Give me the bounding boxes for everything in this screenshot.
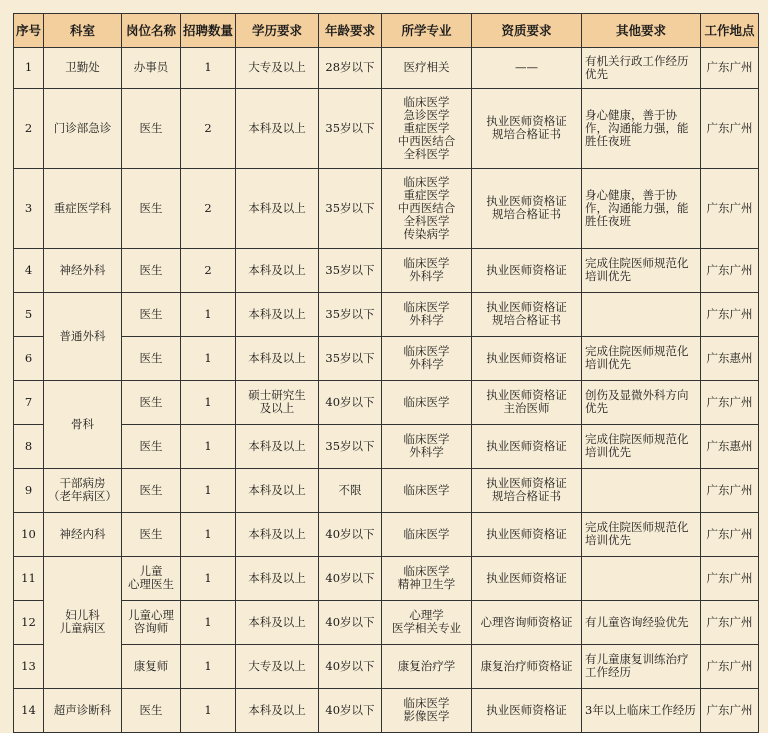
cell-dept: 重症医学科: [44, 168, 122, 248]
table-row: [14, 688, 759, 732]
cell-age: 35岁以下: [319, 424, 382, 468]
cell-location: 广东广州: [701, 688, 759, 732]
header-cell-other: 其他要求: [582, 14, 701, 48]
cell-post: 医生: [122, 248, 181, 292]
cell-edu: 本科及以上: [236, 600, 319, 644]
cell-major: 临床医学: [382, 468, 472, 512]
cell-qual: ——: [472, 48, 582, 89]
cell-major: 临床医学: [382, 512, 472, 556]
cell-age: 不限: [319, 468, 382, 512]
cell-edu: 本科及以上: [236, 336, 319, 380]
cell-no: 2: [14, 88, 44, 168]
cell-post: 医生: [122, 424, 181, 468]
cell-no: 11: [14, 556, 44, 600]
cell-post: 医生: [122, 512, 181, 556]
cell-other: 身心健康，善于协 作，沟通能力强，能 胜任夜班: [582, 168, 701, 248]
cell-major: 临床医学 急诊医学 重症医学 中西医结合 全科医学: [382, 88, 472, 168]
cell-dept: 普通外科: [44, 292, 122, 380]
cell-post: 儿童心理 咨询师: [122, 600, 181, 644]
cell-dept: 妇儿科 儿童病区: [44, 556, 122, 688]
cell-no: 5: [14, 292, 44, 336]
cell-major: 临床医学 外科学: [382, 292, 472, 336]
cell-num: 1: [181, 644, 236, 688]
table-row: [14, 168, 759, 248]
cell-location: 广东广州: [701, 600, 759, 644]
table-row: [14, 292, 759, 336]
cell-age: 35岁以下: [319, 292, 382, 336]
cell-post: 医生: [122, 336, 181, 380]
cell-num: 1: [181, 380, 236, 424]
cell-no: 13: [14, 644, 44, 688]
cell-age: 35岁以下: [319, 168, 382, 248]
cell-location: 广东惠州: [701, 336, 759, 380]
cell-edu: 本科及以上: [236, 248, 319, 292]
cell-dept: 干部病房 （老年病区）: [44, 468, 122, 512]
cell-num: 2: [181, 248, 236, 292]
cell-edu: 本科及以上: [236, 88, 319, 168]
cell-location: 广东广州: [701, 556, 759, 600]
cell-edu: 本科及以上: [236, 168, 319, 248]
cell-major: 临床医学 外科学: [382, 424, 472, 468]
cell-no: 9: [14, 468, 44, 512]
cell-qual: 执业医师资格证: [472, 336, 582, 380]
cell-location: 广东广州: [701, 88, 759, 168]
cell-other: [582, 556, 701, 600]
cell-major: 临床医学 精神卫生学: [382, 556, 472, 600]
header-cell-edu: 学历要求: [236, 14, 319, 48]
cell-age: 40岁以下: [319, 644, 382, 688]
cell-age: 35岁以下: [319, 248, 382, 292]
cell-num: 2: [181, 168, 236, 248]
recruitment-table: [13, 13, 759, 733]
cell-location: 广东广州: [701, 644, 759, 688]
cell-num: 1: [181, 336, 236, 380]
cell-qual: 执业医师资格证 规培合格证书: [472, 468, 582, 512]
cell-qual: 执业医师资格证 规培合格证书: [472, 168, 582, 248]
cell-major: 临床医学 外科学: [382, 336, 472, 380]
cell-age: 40岁以下: [319, 688, 382, 732]
cell-num: 1: [181, 600, 236, 644]
cell-location: 广东广州: [701, 48, 759, 89]
cell-other: 有机关行政工作经历 优先: [582, 48, 701, 89]
cell-age: 35岁以下: [319, 88, 382, 168]
cell-qual: 康复治疗师资格证: [472, 644, 582, 688]
cell-qual: 心理咨询师资格证: [472, 600, 582, 644]
cell-location: 广东广州: [701, 168, 759, 248]
cell-no: 1: [14, 48, 44, 89]
cell-major: 临床医学 重症医学 中西医结合 全科医学 传染病学: [382, 168, 472, 248]
cell-other: 身心健康，善于协 作，沟通能力强，能 胜任夜班: [582, 88, 701, 168]
cell-no: 12: [14, 600, 44, 644]
cell-qual: 执业医师资格证 主治医师: [472, 380, 582, 424]
cell-num: 1: [181, 556, 236, 600]
cell-other: [582, 292, 701, 336]
table-row: [14, 556, 759, 600]
cell-post: 康复师: [122, 644, 181, 688]
table-row: [14, 600, 759, 644]
cell-location: 广东广州: [701, 512, 759, 556]
cell-post: 医生: [122, 688, 181, 732]
cell-other: 完成住院医师规范化 培训优先: [582, 336, 701, 380]
cell-num: 1: [181, 688, 236, 732]
cell-other: 创伤及显微外科方向 优先: [582, 380, 701, 424]
cell-edu: 硕士研究生 及以上: [236, 380, 319, 424]
cell-age: 28岁以下: [319, 48, 382, 89]
cell-other: 有儿童康复训练治疗 工作经历: [582, 644, 701, 688]
cell-dept: 神经外科: [44, 248, 122, 292]
cell-other: 完成住院医师规范化 培训优先: [582, 424, 701, 468]
cell-qual: 执业医师资格证: [472, 688, 582, 732]
cell-qual: 执业医师资格证: [472, 512, 582, 556]
cell-location: 广东广州: [701, 248, 759, 292]
cell-major: 临床医学 影像医学: [382, 688, 472, 732]
cell-location: 广东广州: [701, 468, 759, 512]
cell-major: 临床医学: [382, 380, 472, 424]
cell-num: 1: [181, 424, 236, 468]
cell-post: 办事员: [122, 48, 181, 89]
header-cell-no: 序号: [14, 14, 44, 48]
cell-num: 1: [181, 48, 236, 89]
table-row: [14, 644, 759, 688]
cell-other: 3年以上临床工作经历: [582, 688, 701, 732]
header-cell-major: 所学专业: [382, 14, 472, 48]
cell-post: 医生: [122, 168, 181, 248]
table-row: [14, 248, 759, 292]
cell-no: 8: [14, 424, 44, 468]
cell-other: [582, 468, 701, 512]
cell-age: 40岁以下: [319, 600, 382, 644]
table-row: [14, 48, 759, 89]
cell-location: 广东广州: [701, 292, 759, 336]
cell-post: 医生: [122, 292, 181, 336]
cell-edu: 本科及以上: [236, 556, 319, 600]
cell-post: 医生: [122, 380, 181, 424]
table-row: [14, 380, 759, 424]
cell-edu: 大专及以上: [236, 644, 319, 688]
table-row: [14, 512, 759, 556]
cell-no: 6: [14, 336, 44, 380]
cell-dept: 超声诊断科: [44, 688, 122, 732]
cell-no: 14: [14, 688, 44, 732]
cell-num: 1: [181, 292, 236, 336]
cell-edu: 本科及以上: [236, 512, 319, 556]
cell-num: 1: [181, 468, 236, 512]
header-cell-num: 招聘数量: [181, 14, 236, 48]
header-cell-age: 年龄要求: [319, 14, 382, 48]
cell-age: 35岁以下: [319, 336, 382, 380]
cell-dept: 卫勤处: [44, 48, 122, 89]
cell-post: 医生: [122, 88, 181, 168]
cell-edu: 本科及以上: [236, 424, 319, 468]
cell-no: 4: [14, 248, 44, 292]
header-cell-post: 岗位名称: [122, 14, 181, 48]
cell-major: 临床医学 外科学: [382, 248, 472, 292]
cell-age: 40岁以下: [319, 556, 382, 600]
cell-qual: 执业医师资格证: [472, 424, 582, 468]
cell-qual: 执业医师资格证 规培合格证书: [472, 292, 582, 336]
cell-qual: 执业医师资格证 规培合格证书: [472, 88, 582, 168]
table-row: [14, 468, 759, 512]
header-cell-location: 工作地点: [701, 14, 759, 48]
cell-qual: 执业医师资格证: [472, 556, 582, 600]
cell-edu: 本科及以上: [236, 468, 319, 512]
cell-num: 2: [181, 88, 236, 168]
cell-other: 有儿童咨询经验优先: [582, 600, 701, 644]
cell-major: 康复治疗学: [382, 644, 472, 688]
cell-post: 儿童 心理医生: [122, 556, 181, 600]
cell-no: 10: [14, 512, 44, 556]
cell-other: 完成住院医师规范化 培训优先: [582, 512, 701, 556]
cell-qual: 执业医师资格证: [472, 248, 582, 292]
cell-edu: 大专及以上: [236, 48, 319, 89]
cell-location: 广东广州: [701, 380, 759, 424]
cell-age: 40岁以下: [319, 512, 382, 556]
cell-no: 7: [14, 380, 44, 424]
table-row: [14, 88, 759, 168]
cell-dept: 神经内科: [44, 512, 122, 556]
cell-age: 40岁以下: [319, 380, 382, 424]
cell-post: 医生: [122, 468, 181, 512]
cell-edu: 本科及以上: [236, 292, 319, 336]
cell-edu: 本科及以上: [236, 688, 319, 732]
header-cell-qual: 资质要求: [472, 14, 582, 48]
header-row: [14, 14, 759, 48]
table-row: [14, 424, 759, 468]
cell-dept: 骨科: [44, 380, 122, 468]
cell-other: 完成住院医师规范化 培训优先: [582, 248, 701, 292]
cell-major: 医疗相关: [382, 48, 472, 89]
header-cell-dept: 科室: [44, 14, 122, 48]
table-row: [14, 336, 759, 380]
cell-location: 广东惠州: [701, 424, 759, 468]
cell-dept: 门诊部急诊: [44, 88, 122, 168]
cell-num: 1: [181, 512, 236, 556]
cell-major: 心理学 医学相关专业: [382, 600, 472, 644]
cell-no: 3: [14, 168, 44, 248]
